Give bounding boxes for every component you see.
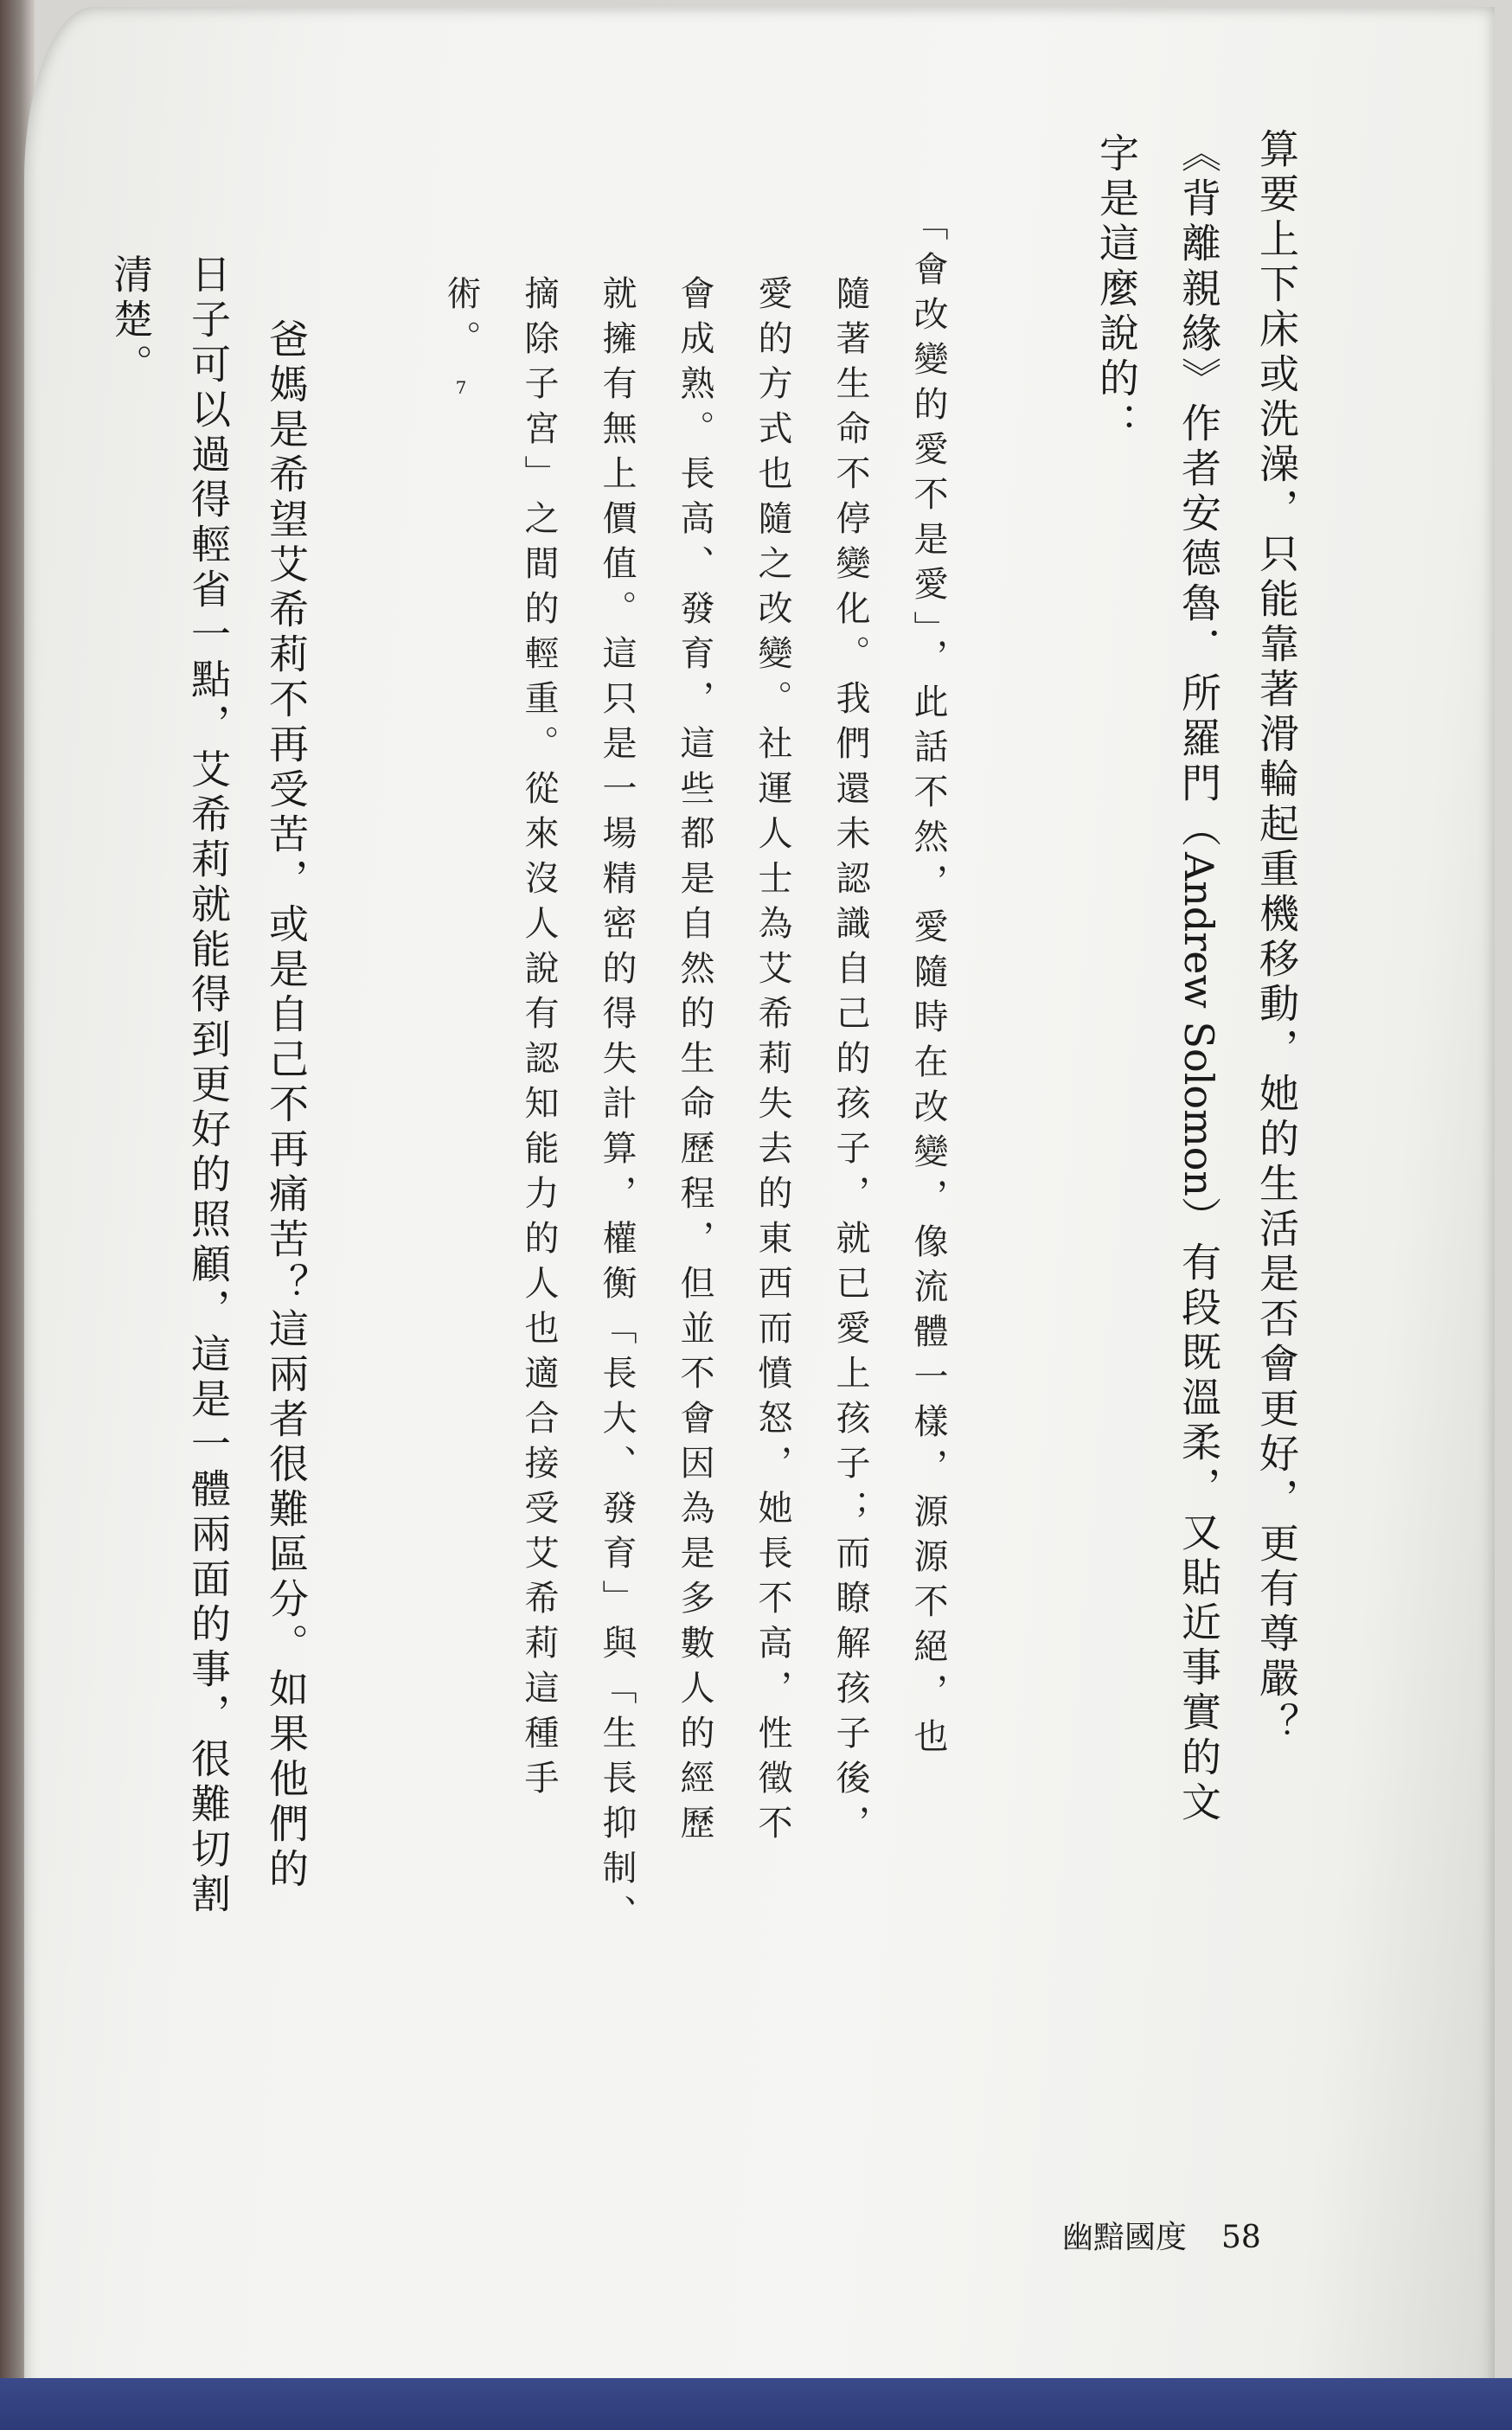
quote-column-line7 [441,275,481,398]
running-title: 幽黯國度 [1062,2220,1188,2255]
page-number: 58 [1221,2220,1261,2255]
text-line: ）有段既溫柔，又貼近事實的文 [1176,1196,1222,1827]
text-line: 算要上下床或洗澡，只能靠著滑輪起重機移動，她的生活是否會更好，更有尊嚴？ [1253,128,1300,1747]
quote-line: 隨著生命不停變化。我們還未認識自己的孩子，就已愛上孩子；而瞭解孩子後， [830,275,870,1850]
text-column-p2-line2 [185,253,232,1918]
quote-line: 摘除子宮」之間的輕重。從來沒人說有認知能力的人也適合接受艾希莉這種手 [519,275,559,1805]
quote-line: 會成熟。長高、發育，這些都是自然的生命歷程，但並不會因為是多數人的經歷 [675,275,714,1850]
text-line: 日子可以過得輕省一點，艾希莉就能得到更好的照顧，這是一體兩面的事，很難切割 [185,253,232,1918]
footnote-marker: 7 [451,377,471,398]
quote-column-line6 [519,275,559,1805]
quote-column-line2 [830,275,870,1850]
quote-line: 術。 [441,275,481,365]
text-column-p2-line3 [107,253,154,388]
quote-line: 愛的方式也隨之改變。社運人士為艾希莉失去的東西而憤怒，她長不高，性徵不 [753,275,792,1850]
text-line: 字是這麼說的： [1093,132,1140,447]
author-name-latin: Andrew Solomon [1176,852,1222,1197]
page-footer [1062,2213,1322,2257]
text-line: 清楚。 [107,253,154,388]
quote-column-line4 [677,275,712,1850]
book-page [24,7,1495,2403]
text-column-p1-line1 [1253,128,1300,1747]
text-column-p2-line1 [263,318,310,1893]
quote-column-line1 [908,206,948,1763]
quote-column-line3 [755,275,790,1850]
quote-line: 就擁有無上價值。這只是一場精密的得失計算，權衡「長大、發育」與「生長抑制、 [597,275,637,1940]
quote-column-line5 [597,275,637,1940]
table-surface [0,2378,1512,2430]
text-line: 爸媽是希望艾希莉不再受苦，或是自己不再痛苦？這兩者很難區分。如果他們的 [263,318,310,1893]
text-column-p1-line2 [1176,132,1222,1827]
quote-line: 「會改變的愛不是愛」，此話不然，愛隨時在改變，像流體一樣，源源不絕，也 [908,206,948,1763]
text-line: 《背離親緣》作者安德魯．所羅門（ [1176,132,1222,852]
text-column-p1-line3 [1093,132,1140,447]
